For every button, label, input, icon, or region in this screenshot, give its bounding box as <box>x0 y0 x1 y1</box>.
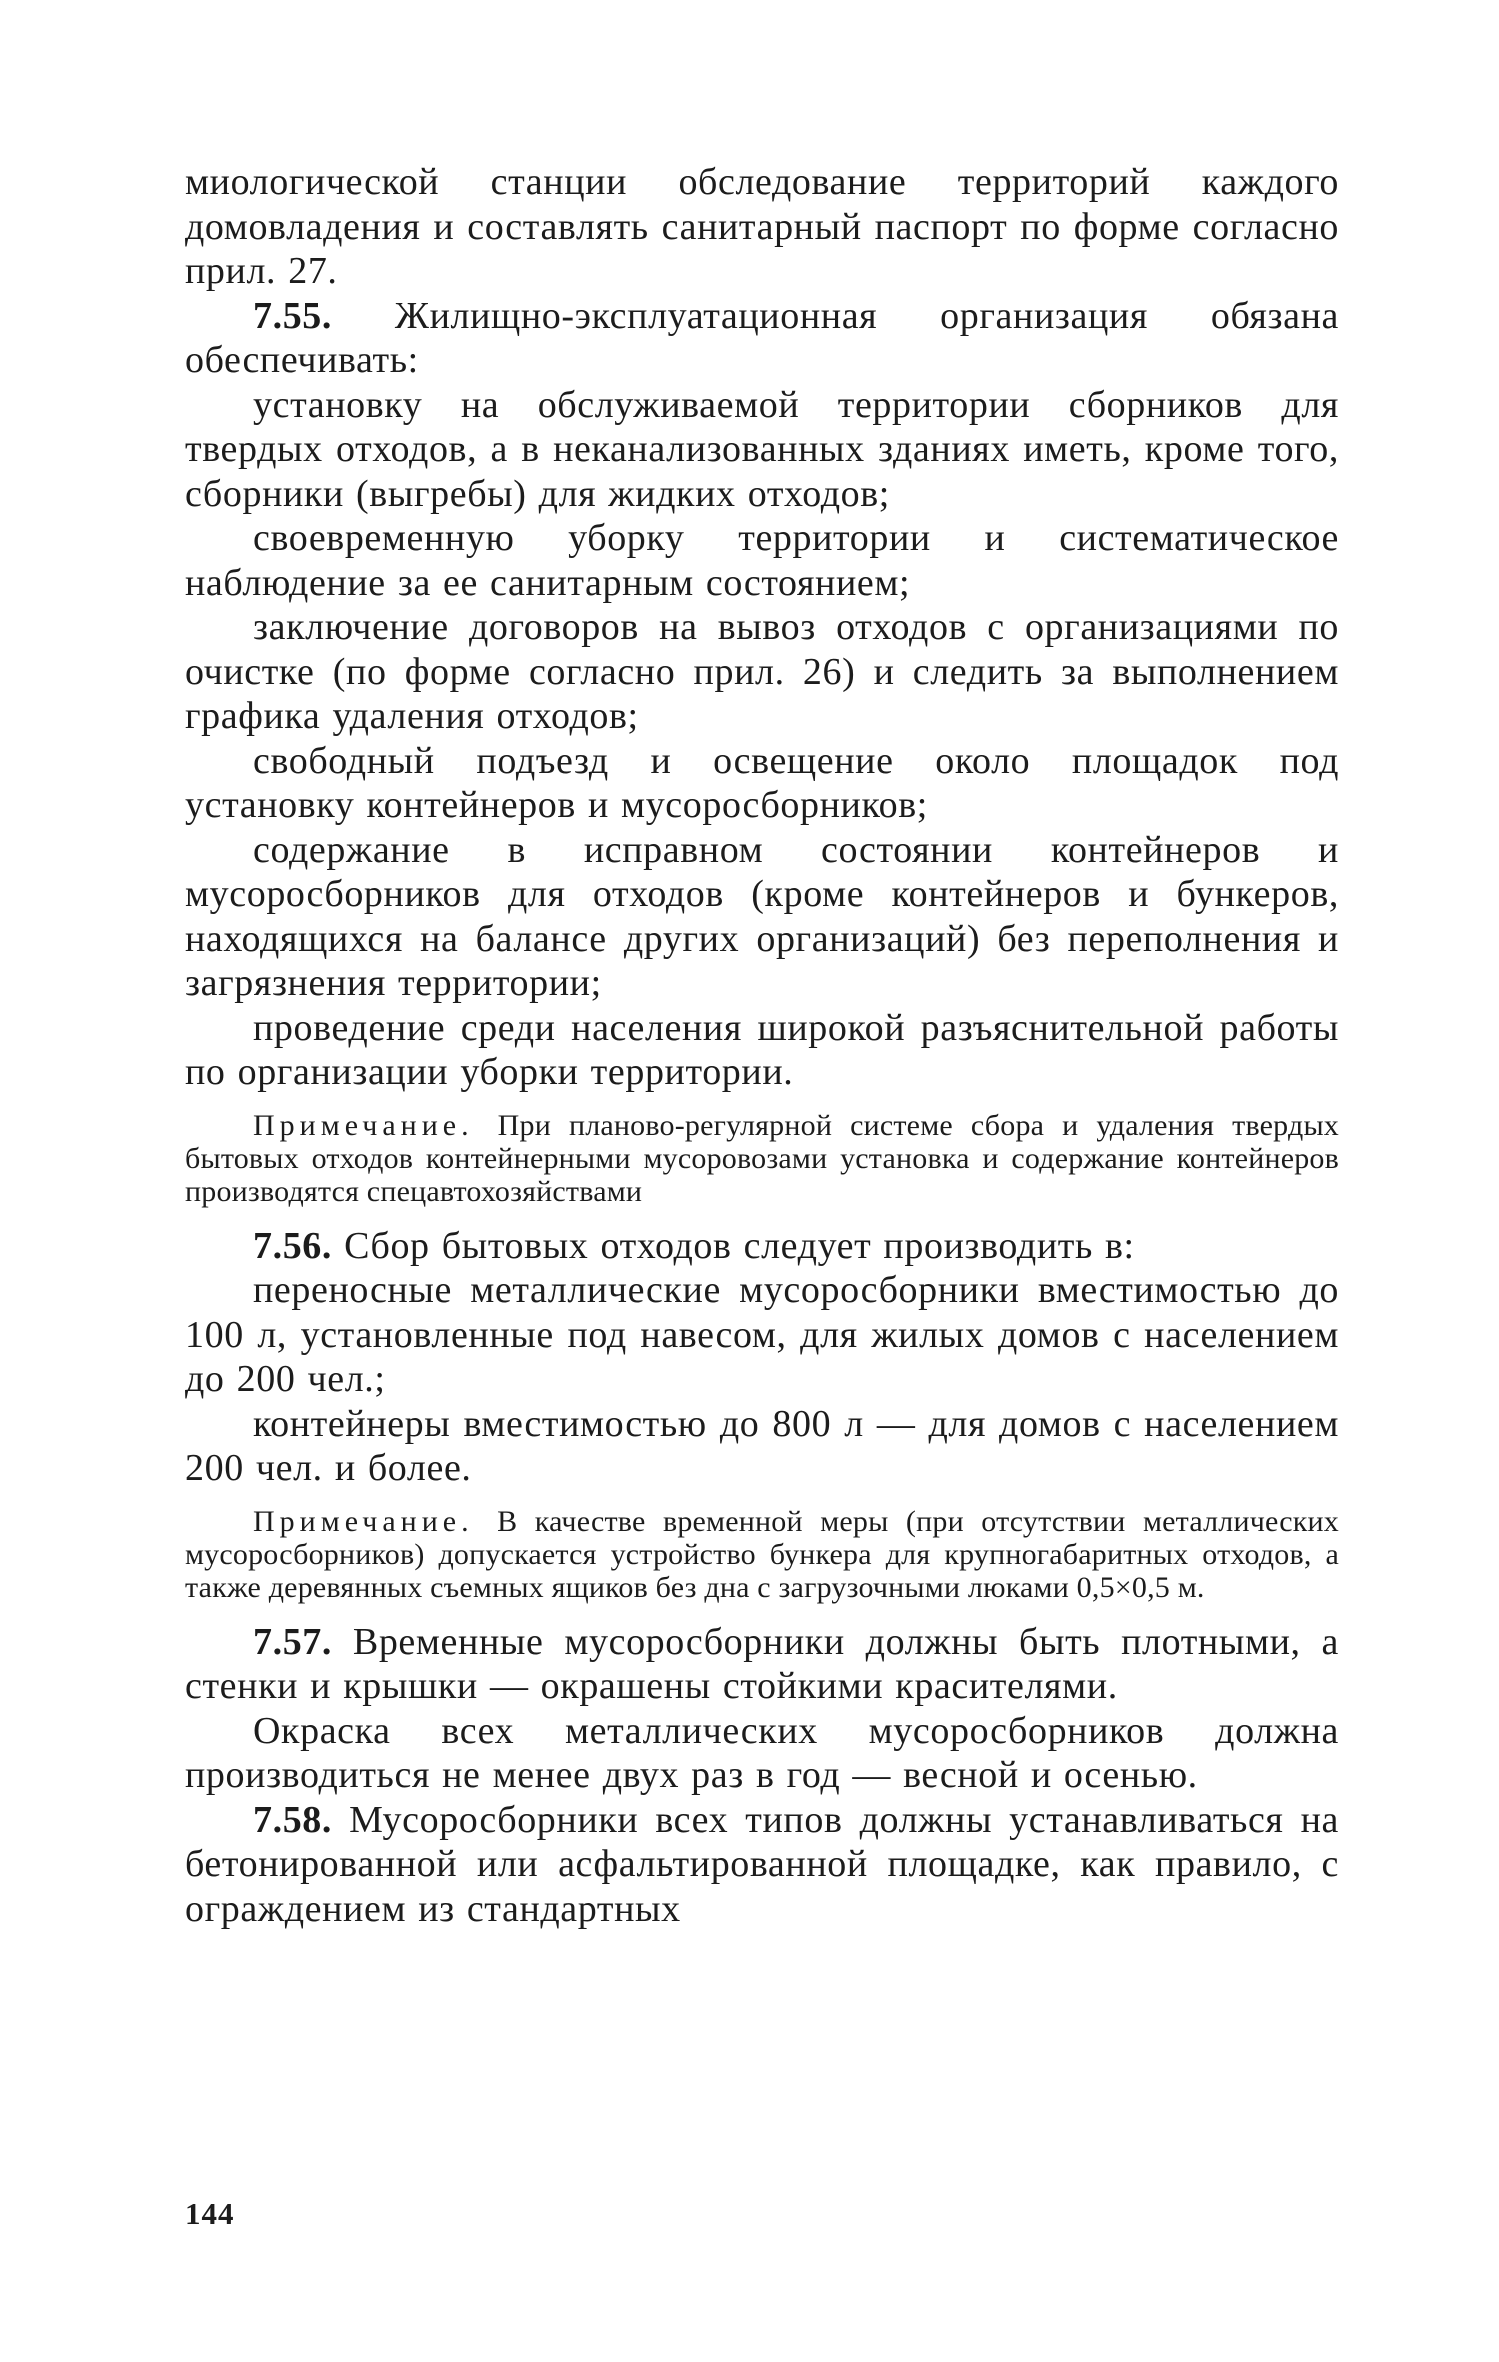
list-item <box>185 1709 1339 1798</box>
paragraph-7-56 <box>185 1224 1339 1269</box>
section-number: 7.55. <box>253 294 332 337</box>
note-label: Примечание. <box>253 1504 474 1538</box>
list-item <box>185 1006 1339 1095</box>
list-item <box>185 1402 1339 1491</box>
section-number: 7.56. <box>253 1224 332 1267</box>
paragraph-text: переносные металлические мусоросборники вместимостью до 100 л, установленные под навесом, для жилых домов с населением до 200 чел.; <box>185 1269 1339 1400</box>
list-item <box>185 516 1339 605</box>
paragraph-text: Мусоросборники всех типов должны устанавливаться на бетонированной или асфальтированной площадке, как правило, с ограждением из стандартных <box>185 1798 1339 1930</box>
paragraph-text: Временные мусоросборники должны быть плотными, а стенки и крышки — окрашены стойкими красителями. <box>185 1620 1339 1707</box>
note-label: Примечание. <box>253 1108 474 1142</box>
note-text: При планово-регулярной системе сбора и удаления твердых бытовых отходов контейнерными мусоровозами установка и содержание контейнеров производятся спецавтохозяйствами <box>185 1108 1340 1208</box>
list-item <box>185 1268 1339 1402</box>
paragraph-7-55 <box>185 294 1339 383</box>
page-number: 144 <box>185 2196 235 2231</box>
paragraph-text: своевременную уборку территории и систематическое наблюдение за ее санитарным состоянием; <box>185 517 1339 604</box>
note-2 <box>185 1505 1339 1604</box>
paragraph-text: контейнеры вместимостью до 800 л — для домов с населением 200 чел. и более. <box>185 1402 1339 1489</box>
paragraph-text: Сбор бытовых отходов следует производить в: <box>344 1224 1135 1267</box>
section-number: 7.58. <box>253 1798 332 1841</box>
paragraph-continuation <box>185 160 1339 294</box>
paragraph-text: миологической станции обследование территорий каждого домовладения и составлять санитарный паспорт по форме согласно прил. 27. <box>185 161 1339 292</box>
list-item <box>185 383 1339 517</box>
list-item <box>185 605 1339 739</box>
paragraph-text: установку на обслуживаемой территории сборников для твердых отходов, а в неканализованных зданиях иметь, кроме того, сборники (выгребы) для жидких отходов; <box>185 383 1339 515</box>
page-body <box>185 160 1339 1931</box>
paragraph-text: свободный подъезд и освещение около площадок под установку контейнеров и мусоросборников; <box>185 739 1339 826</box>
paragraph-text: содержание в исправном состоянии контейнеров и мусоросборников для отходов (кроме контейнеров и бункеров, находящихся на балансе других организаций) без переполнения и загрязнения территории; <box>185 828 1339 1004</box>
note-text: В качестве временной меры (при отсутствии металлических мусоросборников) допускается устройство бункера для крупногабаритных отходов, а также деревянных съемных ящиков без дна с загрузочными люками 0,5×0,5 м. <box>185 1504 1339 1604</box>
section-number: 7.57. <box>253 1620 332 1663</box>
paragraph-text: Окраска всех металлических мусоросборников должна производиться не менее двух раз в год — весной и осенью. <box>185 1709 1339 1796</box>
paragraph-text: Жилищно-эксплуатационная организация обязана обеспечивать: <box>185 294 1339 381</box>
list-item <box>185 828 1339 1006</box>
note-1 <box>185 1109 1339 1208</box>
paragraph-7-58 <box>185 1798 1339 1932</box>
list-item <box>185 739 1339 828</box>
paragraph-text: заключение договоров на вывоз отходов с организациями по очистке (по форме согласно прил. 26) и следить за выполнением графика удаления отходов; <box>185 606 1339 737</box>
paragraph-7-57 <box>185 1620 1339 1709</box>
paragraph-text: проведение среди населения широкой разъяснительной работы по организации уборки территории. <box>185 1006 1339 1093</box>
